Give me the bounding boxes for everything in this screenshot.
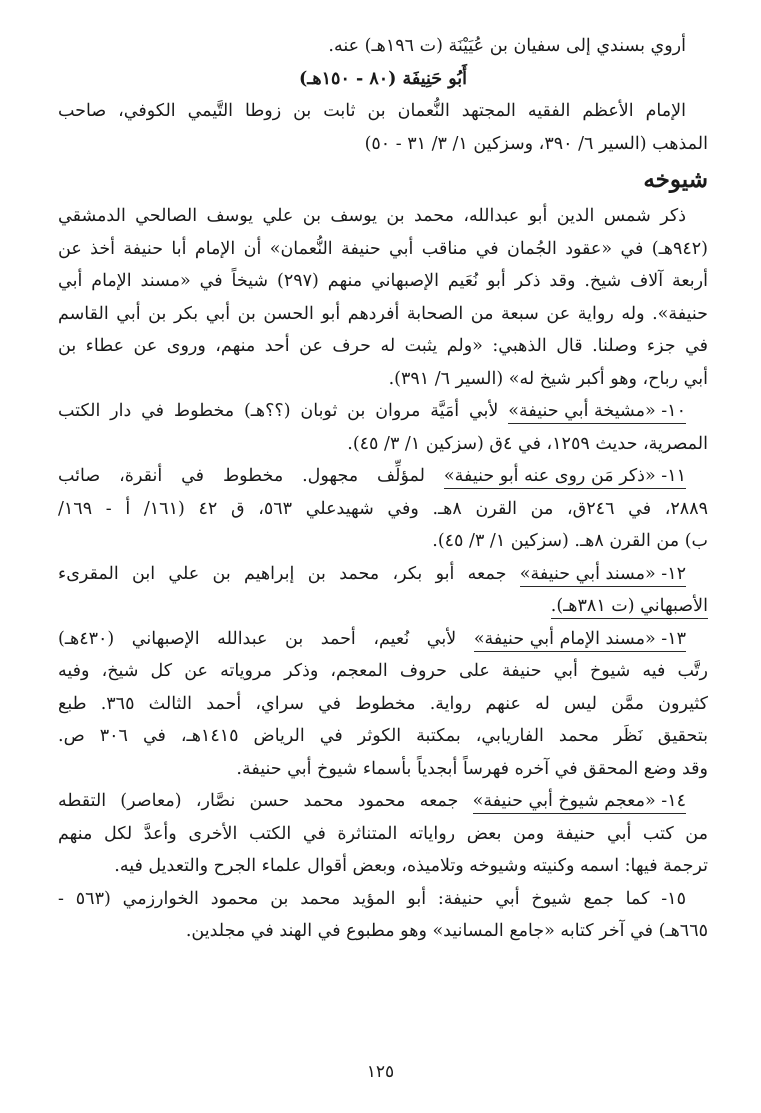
entry-line: ب) من القرن ٨هـ. (سزكين ١/ ٣/ ٤٥). [432, 531, 708, 551]
entry-title: «معجم شيوخ أبي حنيفة» [472, 791, 656, 811]
body-line: أربعة آلاف شيخ. وقد ذكر أبو نُعَيم الإصبهاني منهم (٢٩٧) شيخاً في «مسند الإمام أبي [58, 271, 708, 291]
bibliography-entry [58, 785, 708, 883]
bibliography-entry [58, 460, 708, 558]
entry-line: كثيرون ممَّن ليس له عنهم رواية. مخطوط في سراي، أحمد الثالث ٣٦٥. طبع [58, 693, 708, 714]
entry-line: المصرية، حديث ١٢٥٩، في ٤ق (سزكين ١/ ٣/ ٤٥). [347, 433, 708, 454]
entry-underlined-title [473, 789, 686, 814]
entry-title: «مشيخة أبي حنيفة» [508, 401, 656, 421]
entry-underlined-title [508, 399, 686, 424]
entry-first-line [58, 883, 708, 916]
bibliography-entry [58, 623, 708, 786]
entry-underlined-title [444, 464, 686, 489]
entry-number: ١٢- [661, 563, 686, 584]
entry-number: ١١- [661, 466, 686, 486]
entry-text: لأبي نُعيم، أحمد بن عبدالله الإصبهاني (٤٣٠هـ) [58, 628, 457, 649]
entry-first-line [58, 785, 708, 818]
entry-number: ١٣- [661, 628, 686, 649]
intro-line: أروي بسندي إلى سفيان بن عُيَيْنَة (ت ١٩٦هـ) عنه. [328, 36, 686, 56]
entry-line: ٦٦٥هـ) في آخر كتابه «جامع المسانيد» وهو مطبوع في الهند في مجلدين. [185, 921, 708, 941]
bio-line: المذهب (السير ٦/ ٣٩٠، وسزكين ١/ ٣/ ٣١ - ٥٠) [364, 133, 708, 154]
entry-line: رتَّب فيه شيوخ أبي حنيفة على حروف المعجم، وذكر مروياته عن كل شيخ، وفيه [58, 661, 708, 681]
entry-text: لمؤلِّف مجهول. مخطوط في أنقرة، صائب [58, 466, 425, 486]
bibliography-entry [58, 395, 708, 460]
entry-first-line [58, 623, 708, 656]
entry-number: ١٤- [661, 791, 686, 811]
entry-line: ٢٨٨٩، في ٢٤٦ق، من القرن ٨هـ. وفي شهيدعلي ٥٦٣، ق ٤٢ (١٦١/ أ - ١٦٩/ [58, 498, 709, 519]
entry-title: «مسند أبي حنيفة» [519, 563, 656, 584]
entry-number: ١٠- [661, 401, 686, 421]
body-paragraph [58, 200, 708, 395]
entry-text: كما جمع شيوخ أبي حنيفة: أبو المؤيد محمد بن محمود الخوارزمي (٥٦٣ - [58, 888, 650, 909]
bibliography-entry [58, 883, 708, 948]
entry-line: وقد وضع المحقق في آخره فهرساً أبجدياً بأسماء شيوخ أبي حنيفة. [236, 758, 708, 779]
entry-underlined-continuation: الأصبهاني (ت ٣٨١هـ). [551, 594, 708, 619]
section-title: أَبُو حَنِيفَة (٨٠ - ١٥٠هـ) [299, 68, 467, 89]
entry-line [58, 590, 708, 623]
body-line: ذكر شمس الدين أبو عبدالله، محمد بن يوسف بن علي يوسف الصالحي الدمشقي [58, 206, 686, 226]
entry-number: ١٥- [661, 888, 686, 909]
entry-underlined-title [474, 627, 686, 652]
entry-text: لأبي أمَيَّة مروان بن ثوبان (؟؟هـ) مخطوط في دار الكتب [58, 401, 499, 421]
book-page [58, 30, 708, 948]
entry-title: «مسند الإمام أبي حنيفة» [473, 628, 656, 649]
entry-underlined-title [520, 562, 686, 587]
entry-line: بتحقيق نَظَر محمد الفاريابي، بمكتبة الكوثر في الرياض ١٤١٥هـ، في ٣٠٦ ص. [58, 726, 708, 746]
entry-text: جمعه محمود محمد حسن نصَّار، (معاصر) التقطه [58, 791, 459, 811]
body-line: أبي رباح، وهو أكبر شيخ له» (السير ٦/ ٣٩١). [388, 368, 708, 389]
entry-first-line [58, 460, 708, 493]
section-heading: شيوخه [643, 166, 708, 193]
entry-title: «ذكر مَن روى عنه أبو حنيفة» [443, 466, 656, 486]
entry-line: ترجمة فيها: اسمه وكنيته وشيوخه وتلاميذه، وبعض أقوال علماء الجرح والتعديل فيه. [114, 856, 708, 876]
page-number: ١٢٥ [366, 1062, 395, 1082]
body-line: (٩٤٢هـ) في «عقود الجُمان في مناقب أبي حنيفة النُّعمان» أن الإمام أبا حنيفة أخذ عن [58, 238, 708, 259]
biography [58, 95, 708, 160]
entry-text: جمعه أبو بكر، محمد بن إبراهيم بن علي ابن المقرىء [58, 563, 507, 584]
body-line: في جزء وصلنا. قال الذهبي: «ولم يثبت له حرف عن أحد منهم، وروى عن عطاء بن [58, 336, 708, 356]
entry-first-line [58, 395, 708, 428]
entry-line: من كتب أبي حنيفة ومن بعض رواياته المتناثرة في الكتب الأخرى وأعدَّ لكل منهم [58, 823, 708, 844]
bio-line: الإمام الأعظم الفقيه المجتهد النُّعمان بن ثابت بن زوطا التَّيمي الكوفي، صاحب [58, 101, 686, 121]
entry-first-line [58, 558, 708, 591]
body-line: حنيفة». وله رواية عن سبعة من الصحابة أفردهم أبو الحسن بن أبي بكر بن أبي القاسم [58, 303, 708, 324]
bibliography-entry [58, 558, 708, 623]
